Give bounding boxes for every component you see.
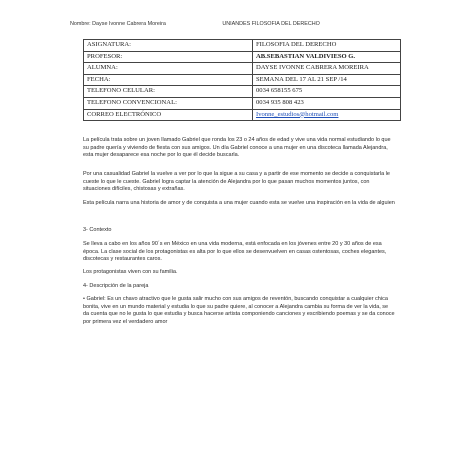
info-table [83, 39, 401, 121]
paragraph-text: Se lleva a cabo en los años 90´s en México en una vida moderna, está enfocada en los jóvenes entre 20 y 30 años de esa época. La clase social de los protagonistas es alta por lo que ellos se desenvuelven en casas ostentosas, coches elegantes, discotecas y restaurantes caros. [83, 241, 387, 263]
header-student-name: Nombre: Dayse Ivonne Cabrera Moreira [70, 21, 166, 27]
paragraph-gabriel [83, 296, 395, 326]
section-heading-context [83, 227, 395, 235]
page-header [70, 21, 320, 27]
paragraph-text: La película trata sobre un joven llamado Gabriel que ronda los 23 o 24 años de edad y vive una vida normal estudiando lo que su padre quería y viviendo de fiesta con sus amigos. Un día Gabriel conoce a una mujer en una discoteca llamada Alejandra, esta mujer desaparece esa noche por lo que él decide buscarla. [83, 137, 391, 159]
table-row [84, 63, 401, 75]
table-row [84, 97, 401, 109]
email-link[interactable]: Ivonne_estudios@hotmail.com [253, 109, 401, 121]
row-label: TELEFONO CELULAR: [84, 86, 253, 98]
table-row [84, 40, 401, 52]
row-value: FILOSOFIA DEL DERECHO [253, 40, 401, 52]
row-label: TELEFONO CONVENCIONAL: [84, 97, 253, 109]
row-value: AB.SEBASTIAN VALDIVIESO G. [253, 51, 401, 63]
section-heading: 4- Descripción de la pareja [83, 283, 149, 289]
row-value: DAYSE IVONNE CABRERA MOREIRA [253, 63, 401, 75]
row-label: FECHA: [84, 74, 253, 86]
table-row [84, 109, 401, 121]
table-row [84, 74, 401, 86]
row-value: 0034 935 808 423 [253, 97, 401, 109]
row-label: ALUMNA: [84, 63, 253, 75]
paragraph-text: • Gabriel: Es un chavo atractivo que le gusta salir mucho con sus amigos de reventón, buscando conquistar a cualquier chica bonita, vive en un mundo material y estudia lo que su padre quiere, al conocer a Alejandra cambia su forma de ver la vida, se da cuenta que no le gusta lo que estudia y busca hacerse artista componiendo canciones y escribiendo poemas y se da conoce por primera vez el verdadero amor [83, 296, 395, 325]
row-label: ASIGNATURA: [84, 40, 253, 52]
section-heading: 3- Contexto [83, 227, 112, 233]
header-course: UNIANDES FILOSOFIA DEL DERECHO [222, 21, 320, 27]
row-value: SEMANA DEL 17 AL 21 SEP /14 [253, 74, 401, 86]
paragraph-text: Por una casualidad Gabriel la vuelve a ver por lo que la sigue a su casa y a partir de ese momento se decide a conquistarla le cueste lo que le cueste. Gabriel logra captar la atención de Alejandra por lo que pasan muchos momentos juntos, con situaciones difíciles, chistosas y extrañas. [83, 171, 390, 193]
row-value: 0034 658155 675 [253, 86, 401, 98]
row-label: PROFESOR: [84, 51, 253, 63]
table-row [84, 86, 401, 98]
section-heading-couple [83, 283, 395, 291]
row-label: CORREO ELECTRÓNICO [84, 109, 253, 121]
paragraph-plot-2 [83, 171, 395, 194]
table-row [84, 51, 401, 63]
paragraph-context [83, 241, 395, 264]
paragraph-text: Esta película narra una historia de amor y de conquista a una mujer cuando esta se vuelve una inspiración en la vida de alguien [83, 200, 395, 206]
paragraph-summary [83, 200, 395, 208]
paragraph-family [83, 269, 395, 277]
paragraph-plot [83, 137, 395, 160]
paragraph-text: Los protagonistas viven con su familia. [83, 269, 178, 275]
